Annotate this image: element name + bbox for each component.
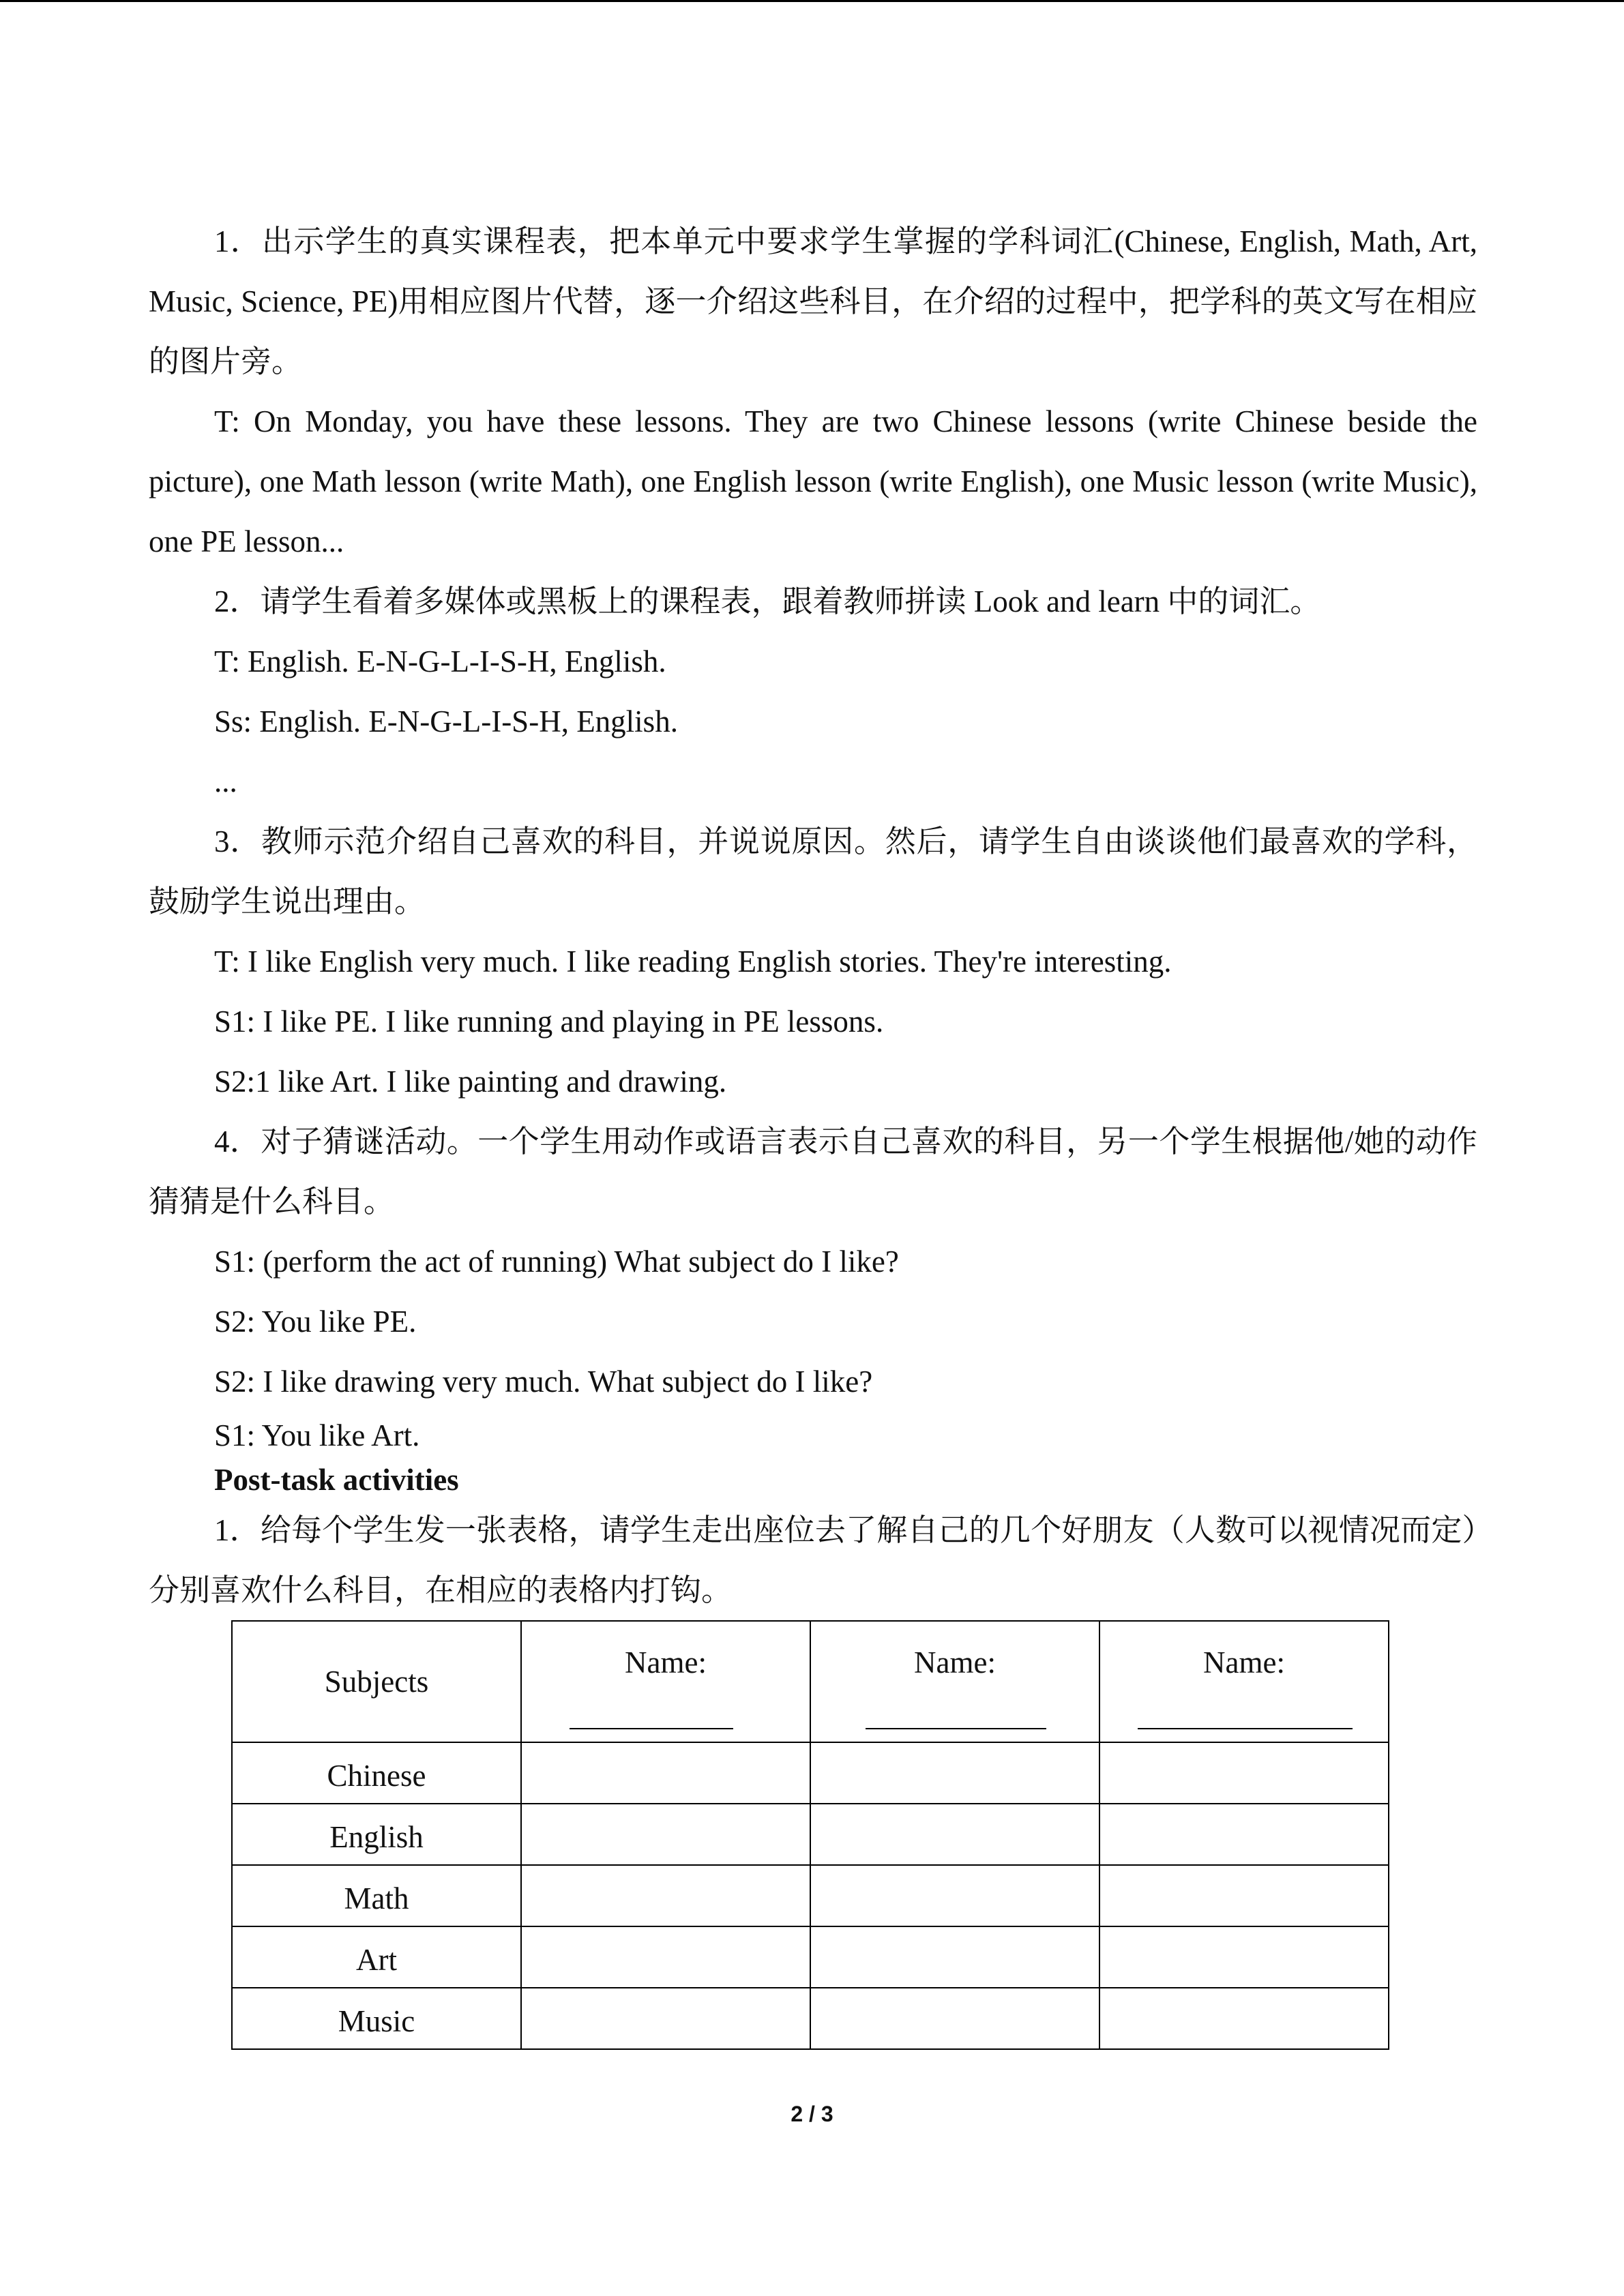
dialog-line: S2:1 like Art. I like painting and drawing.: [214, 1064, 727, 1099]
table-row: [232, 1865, 1389, 1926]
table-header-row: [232, 1621, 1389, 1742]
subject-cell: Music: [232, 1988, 521, 2049]
subject-cell: Math: [232, 1865, 521, 1926]
header-name-3: [1099, 1621, 1389, 1742]
paragraph-step-1: 1．出示学生的真实课程表，把本单元中要求学生掌握的学科词汇(Chinese, English, Math, Art, Music, Science, PE)用相应图片代替，逐一介绍这些科目，在介绍的过程中，把学科的英文写在相应的图片旁。: [149, 224, 1477, 378]
dialog-line: T: English. E-N-G-L-I-S-H, English.: [214, 644, 666, 679]
table-row: [232, 1988, 1389, 2049]
table-row: [232, 1926, 1389, 1988]
check-cell: [1099, 1988, 1389, 2049]
dialog-line: Ss: English. E-N-G-L-I-S-H, English.: [214, 704, 678, 739]
table-row: [232, 1742, 1389, 1804]
dialog-line: S1: I like PE. I like running and playing in PE lessons.: [214, 1004, 884, 1039]
name-blank-line: [1138, 1728, 1353, 1729]
top-border: [0, 0, 1624, 2]
paragraph-teacher-monday: T: On Monday, you have these lessons. They are two Chinese lessons (write Chinese beside the picture), one Math lesson (write Math), one English lesson (write English), one Music lesson (write Music), one PE lesson...: [149, 404, 1477, 558]
name-blank-line: [866, 1728, 1046, 1729]
ellipsis-line: ...: [214, 764, 237, 799]
name-blank-line: [570, 1728, 733, 1729]
section-heading-post-task: Post-task activities: [214, 1463, 459, 1497]
name-label: Name:: [1203, 1645, 1285, 1680]
page-number: 2 / 3: [791, 2102, 833, 2126]
dialog-line: S2: I like drawing very much. What subject do I like?: [214, 1365, 873, 1399]
header-name-2: [810, 1621, 1099, 1742]
document-body: [149, 211, 1477, 1620]
check-cell: [810, 1988, 1099, 2049]
dialog-line: S2: You like PE.: [214, 1304, 417, 1339]
check-cell: [810, 1865, 1099, 1926]
name-label: Name:: [625, 1645, 707, 1680]
survey-table: [231, 1620, 1389, 2050]
dialog-line: T: I like English very much. I like reading English stories. They're interesting.: [214, 944, 1172, 979]
subject-cell: Chinese: [232, 1742, 521, 1804]
name-label: Name:: [914, 1645, 996, 1680]
check-cell: [1099, 1865, 1389, 1926]
check-cell: [521, 1988, 810, 2049]
paragraph-step-4: 4．对子猜谜活动。一个学生用动作或语言表示自己喜欢的科目，另一个学生根据他/她的动作猜猜是什么科目。: [149, 1124, 1477, 1219]
check-cell: [521, 1926, 810, 1988]
header-name-1: [521, 1621, 810, 1742]
dialog-line: S1: You like Art.: [214, 1418, 420, 1452]
table-row: [232, 1804, 1389, 1865]
check-cell: [1099, 1742, 1389, 1804]
check-cell: [810, 1804, 1099, 1865]
dialog-line: S1: (perform the act of running) What subject do I like?: [214, 1244, 899, 1279]
subject-cell: Art: [232, 1926, 521, 1988]
header-subjects: Subjects: [232, 1621, 521, 1742]
paragraph-step-3: 3．教师示范介绍自己喜欢的科目，并说说原因。然后，请学生自由谈谈他们最喜欢的学科，鼓励学生说出理由。: [149, 824, 1477, 919]
paragraph-post-task-1: 1．给每个学生发一张表格，请学生走出座位去了解自己的几个好朋友（人数可以视情况而定）分别喜欢什么科目，在相应的表格内打钩。: [149, 1513, 1477, 1607]
paragraph-step-2: 2．请学生看着多媒体或黑板上的课程表，跟着教师拼读 Look and learn 中的词汇。: [214, 584, 1321, 618]
subject-cell: English: [232, 1804, 521, 1865]
check-cell: [810, 1742, 1099, 1804]
check-cell: [1099, 1926, 1389, 1988]
check-cell: [1099, 1804, 1389, 1865]
check-cell: [810, 1926, 1099, 1988]
check-cell: [521, 1742, 810, 1804]
check-cell: [521, 1804, 810, 1865]
check-cell: [521, 1865, 810, 1926]
